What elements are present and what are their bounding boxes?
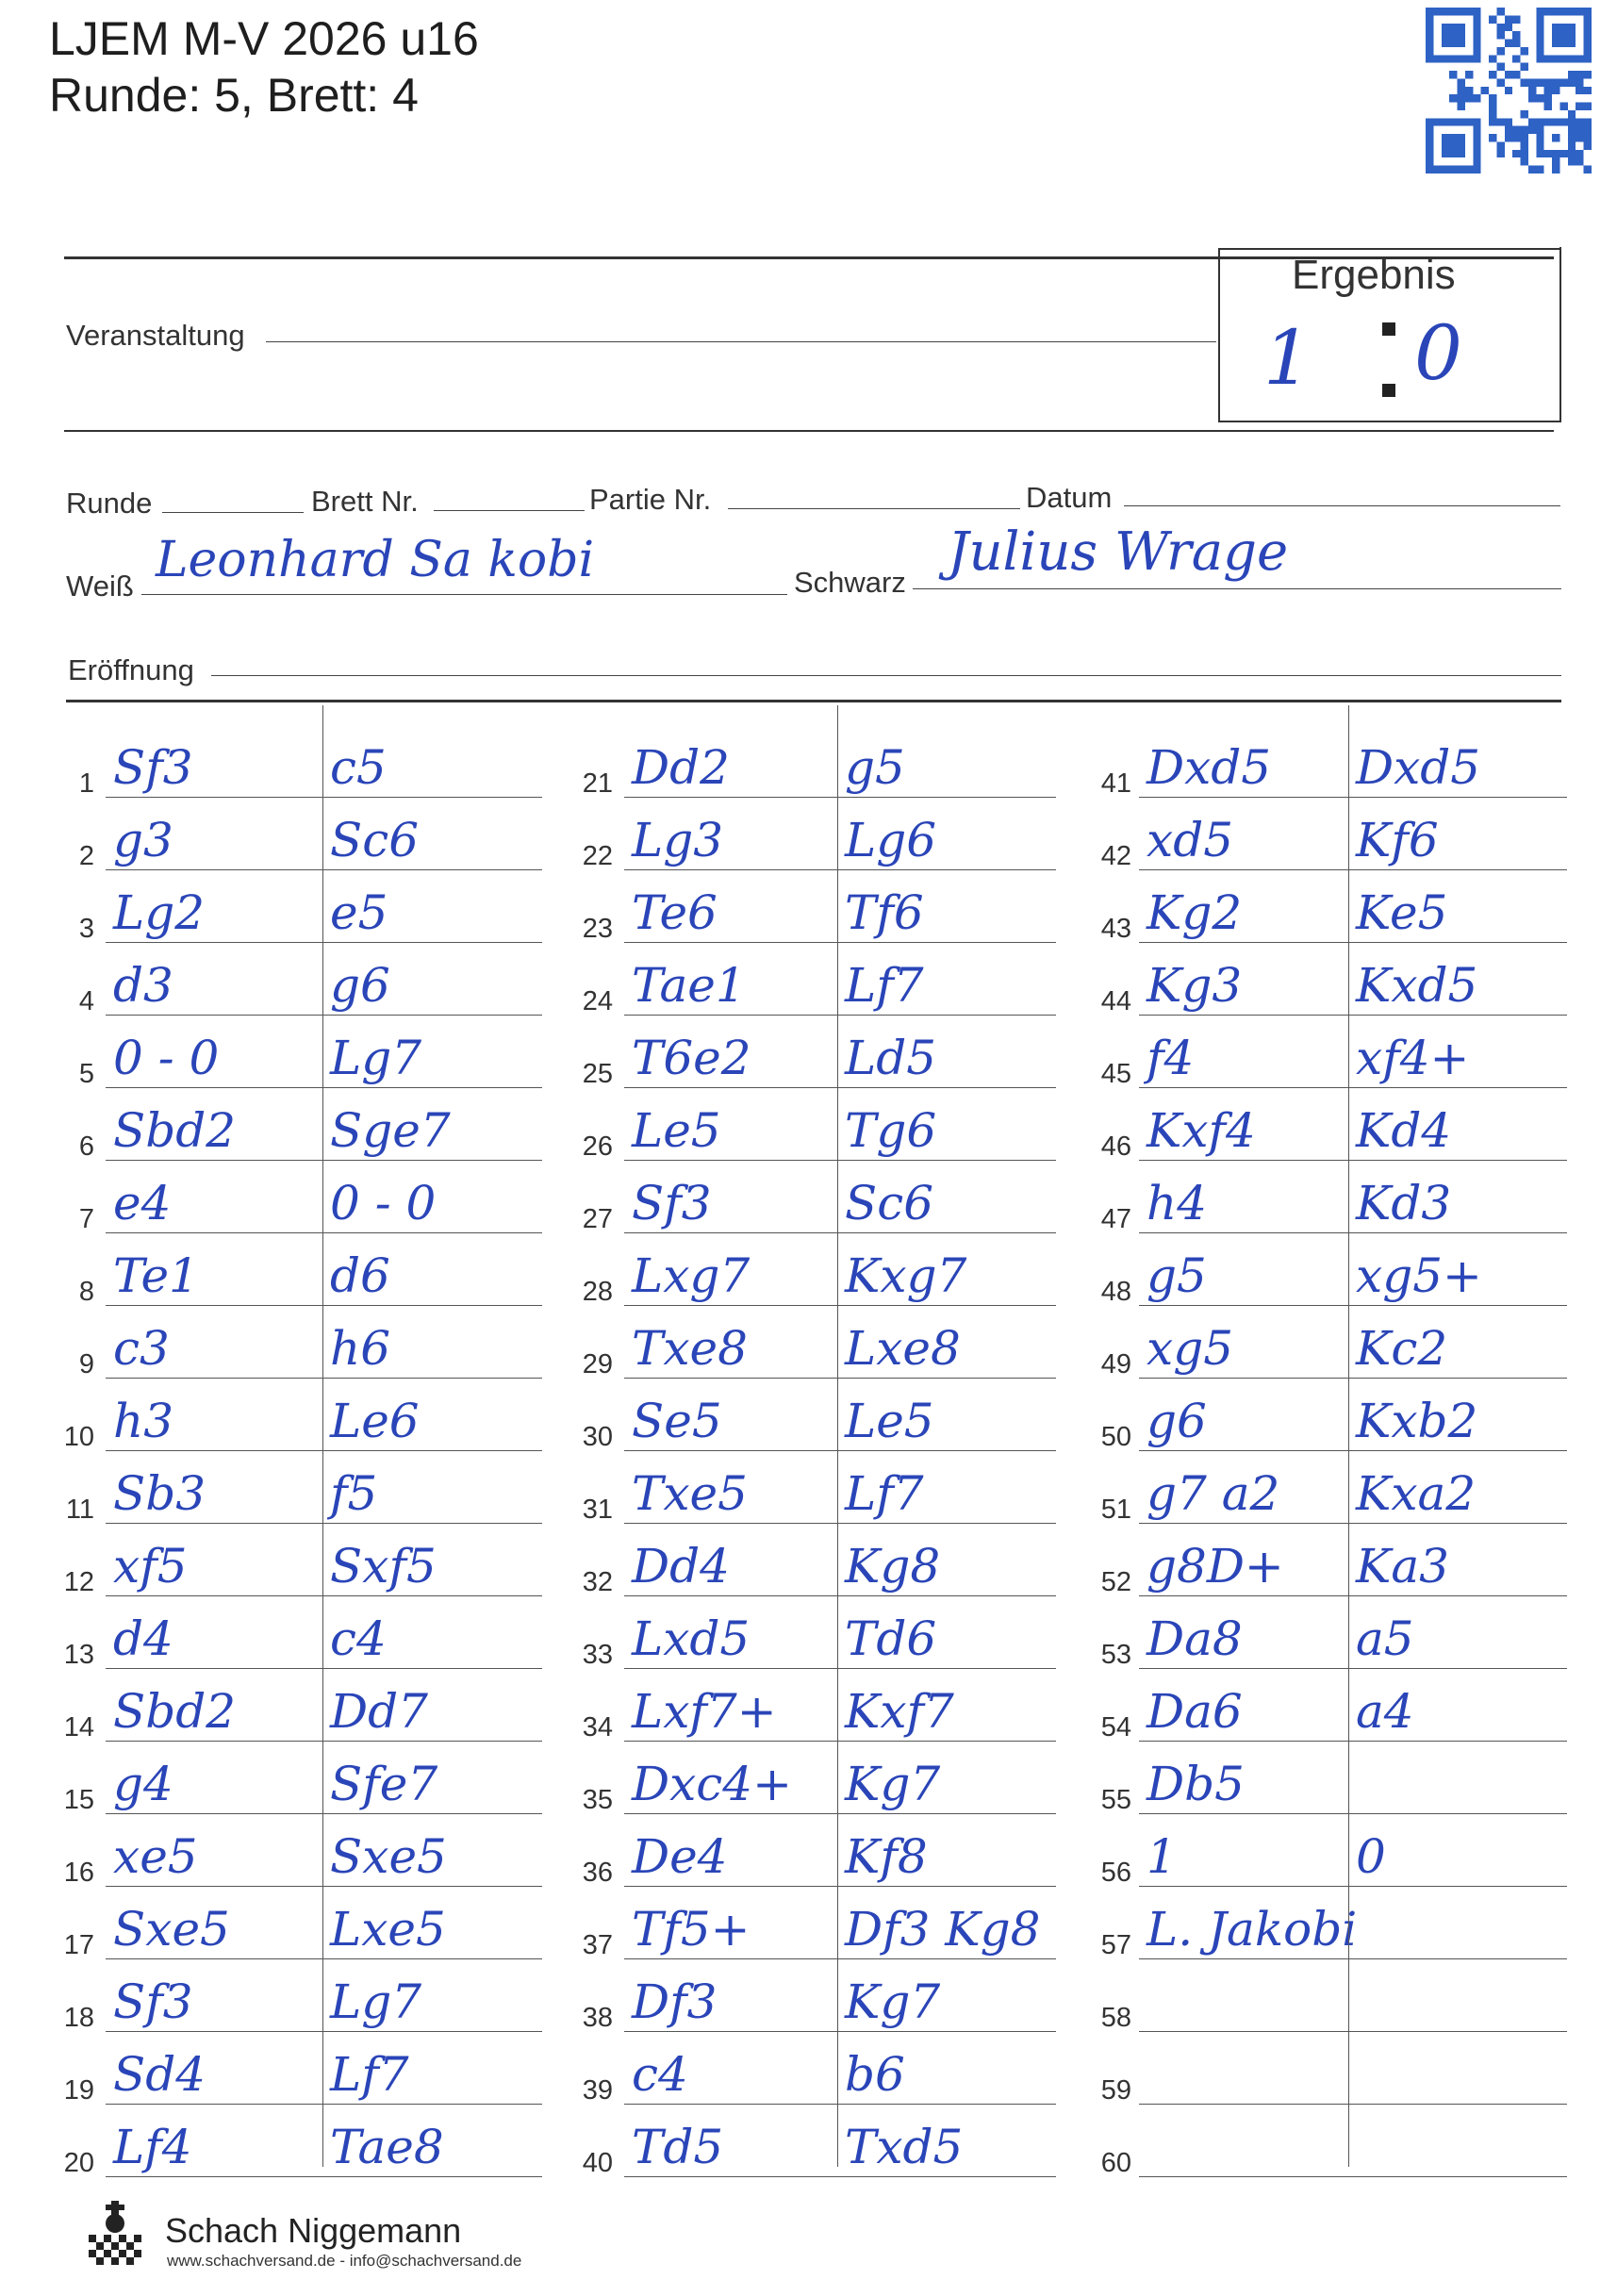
weiss-label: Weiß bbox=[66, 570, 134, 603]
move-row-line bbox=[106, 1450, 542, 1451]
move-number: 32 bbox=[582, 1567, 613, 1597]
form-bottom-rule bbox=[64, 430, 1554, 432]
black-move: e5 bbox=[330, 885, 388, 940]
move-row-line bbox=[624, 2104, 1056, 2105]
black-move: Kxb2 bbox=[1356, 1394, 1478, 1448]
brand-contact: www.schachversand.de - info@schachversand.de bbox=[167, 2252, 522, 2270]
move-row-line bbox=[106, 797, 542, 798]
move-row-line bbox=[106, 1958, 542, 1959]
black-move: xf4+ bbox=[1356, 1031, 1470, 1085]
result-box-bottom bbox=[1218, 421, 1560, 422]
move-number: 19 bbox=[63, 2075, 94, 2106]
white-move: Dxd5 bbox=[1147, 740, 1272, 795]
black-move: d6 bbox=[330, 1248, 390, 1303]
black-move: c5 bbox=[330, 740, 387, 795]
move-number: 40 bbox=[582, 2148, 613, 2178]
black-move: Lg7 bbox=[330, 1031, 422, 1085]
move-number: 1 bbox=[78, 768, 94, 799]
datum-label: Datum bbox=[1026, 481, 1113, 514]
move-number: 11 bbox=[65, 1495, 94, 1525]
white-move: g7 a2 bbox=[1147, 1466, 1280, 1521]
black-player-name: Julius Wrage bbox=[948, 521, 1289, 583]
move-number: 18 bbox=[63, 2003, 94, 2033]
white-move: Kxf4 bbox=[1147, 1103, 1256, 1158]
white-move: 0 - 0 bbox=[113, 1031, 220, 1085]
black-move: Kxg7 bbox=[845, 1248, 967, 1303]
result-box-left bbox=[1218, 250, 1220, 421]
white-move: Lxg7 bbox=[632, 1248, 751, 1303]
white-move: xf5 bbox=[113, 1539, 188, 1594]
white-move: h4 bbox=[1147, 1176, 1208, 1231]
move-row-line bbox=[624, 1595, 1056, 1596]
move-number: 20 bbox=[63, 2148, 94, 2178]
move-row-line bbox=[624, 2176, 1056, 2177]
move-number: 52 bbox=[1100, 1567, 1131, 1597]
black-move: Df3 Kg8 bbox=[845, 1902, 1041, 1957]
move-row-line bbox=[1139, 1668, 1567, 1669]
move-row-line bbox=[1139, 1523, 1567, 1524]
white-move: Sxe5 bbox=[113, 1902, 230, 1957]
move-row-line bbox=[1139, 942, 1567, 943]
black-move: Ld5 bbox=[845, 1031, 937, 1085]
event-title: LJEM M-V 2026 u16 bbox=[49, 12, 479, 65]
move-row-line bbox=[106, 1813, 542, 1814]
result-colon-bottom bbox=[1382, 384, 1395, 397]
move-row-line bbox=[1139, 1087, 1567, 1088]
white-move: Kg2 bbox=[1147, 885, 1243, 940]
veranstaltung-label: Veranstaltung bbox=[66, 319, 245, 352]
white-move: Dxc4+ bbox=[632, 1757, 792, 1811]
white-move: g8D+ bbox=[1147, 1539, 1284, 1594]
black-move: Le5 bbox=[845, 1394, 934, 1448]
move-number: 58 bbox=[1100, 2003, 1131, 2033]
black-move: h6 bbox=[330, 1321, 391, 1376]
white-move: Dd4 bbox=[632, 1539, 730, 1594]
move-number: 23 bbox=[582, 914, 613, 944]
round-board-title: Runde: 5, Brett: 4 bbox=[49, 69, 419, 122]
move-number: 59 bbox=[1100, 2075, 1131, 2106]
black-move: Ka3 bbox=[1356, 1539, 1449, 1594]
brand-name: Schach Niggemann bbox=[165, 2211, 462, 2250]
black-move: Tg6 bbox=[845, 1103, 937, 1158]
move-row-line bbox=[106, 942, 542, 943]
black-move: Kf8 bbox=[845, 1829, 928, 1884]
black-move: Td6 bbox=[845, 1611, 937, 1666]
move-row-line bbox=[1139, 1450, 1567, 1451]
move-number: 2 bbox=[78, 841, 94, 871]
black-move: Txd5 bbox=[845, 2120, 964, 2174]
black-move: c4 bbox=[330, 1611, 387, 1666]
move-row-line bbox=[106, 2176, 542, 2177]
move-row-line bbox=[1139, 1958, 1567, 1959]
white-move: Lg3 bbox=[632, 813, 724, 867]
partie-label: Partie Nr. bbox=[589, 483, 712, 516]
move-number: 15 bbox=[63, 1785, 94, 1815]
white-move: Se5 bbox=[632, 1394, 722, 1448]
move-number: 55 bbox=[1100, 1785, 1131, 1815]
black-move: Sxe5 bbox=[330, 1829, 447, 1884]
white-move: c3 bbox=[113, 1321, 170, 1376]
white-move: Lxf7+ bbox=[632, 1684, 777, 1739]
move-row-line bbox=[1139, 2104, 1567, 2105]
runde-line bbox=[162, 512, 304, 513]
black-move: Lf7 bbox=[845, 958, 924, 1013]
black-move: g6 bbox=[330, 958, 390, 1013]
move-number: 44 bbox=[1100, 986, 1131, 1016]
move-number: 36 bbox=[582, 1858, 613, 1888]
black-move: Kg8 bbox=[845, 1539, 941, 1594]
move-number: 46 bbox=[1100, 1131, 1131, 1162]
black-move: b6 bbox=[845, 2047, 905, 2102]
white-move: Le5 bbox=[632, 1103, 721, 1158]
move-row-line bbox=[624, 1813, 1056, 1814]
white-move: Sbd2 bbox=[113, 1103, 237, 1158]
move-row-line bbox=[106, 1305, 542, 1306]
move-number: 53 bbox=[1100, 1640, 1131, 1670]
move-number: 34 bbox=[582, 1712, 613, 1743]
white-move: Sf3 bbox=[113, 1974, 193, 2029]
move-number: 54 bbox=[1100, 1712, 1131, 1743]
move-number: 12 bbox=[63, 1567, 94, 1597]
weiss-line bbox=[141, 594, 787, 595]
move-row-line bbox=[106, 1523, 542, 1524]
move-number: 29 bbox=[582, 1349, 613, 1379]
white-move: d4 bbox=[113, 1611, 173, 1666]
move-number: 31 bbox=[582, 1495, 613, 1525]
black-move: Kxd5 bbox=[1356, 958, 1478, 1013]
move-row-line bbox=[624, 1087, 1056, 1088]
white-move: Sbd2 bbox=[113, 1684, 237, 1739]
white-move: De4 bbox=[632, 1829, 728, 1884]
eroeffnung-line bbox=[211, 675, 1561, 676]
move-number: 56 bbox=[1100, 1858, 1131, 1888]
white-move: g6 bbox=[1147, 1394, 1207, 1448]
white-move: e4 bbox=[113, 1176, 172, 1231]
move-row-line bbox=[1139, 1232, 1567, 1233]
black-move: Sfe7 bbox=[330, 1757, 438, 1811]
move-number: 3 bbox=[78, 914, 94, 944]
move-number: 49 bbox=[1100, 1349, 1131, 1379]
white-move: Lxd5 bbox=[632, 1611, 751, 1666]
move-number: 50 bbox=[1100, 1422, 1131, 1452]
black-move: Lg7 bbox=[330, 1974, 422, 2029]
black-move: Dxd5 bbox=[1356, 740, 1481, 795]
move-row-line bbox=[1139, 1305, 1567, 1306]
move-number: 27 bbox=[582, 1204, 613, 1234]
white-move: c4 bbox=[632, 2047, 688, 2102]
datum-line bbox=[1124, 505, 1560, 506]
move-row-line bbox=[1139, 797, 1567, 798]
move-row-line bbox=[106, 1160, 542, 1161]
move-row-line bbox=[1139, 1160, 1567, 1161]
black-move: Kd3 bbox=[1356, 1176, 1452, 1231]
white-move: Df3 bbox=[632, 1974, 718, 2029]
chess-king-logo-icon bbox=[77, 2197, 153, 2272]
move-number: 25 bbox=[582, 1059, 613, 1089]
move-number: 28 bbox=[582, 1277, 613, 1307]
move-number: 39 bbox=[582, 2075, 613, 2106]
move-number: 60 bbox=[1100, 2148, 1131, 2178]
move-row-line bbox=[106, 2104, 542, 2105]
move-number: 42 bbox=[1100, 841, 1131, 871]
black-move: Kg7 bbox=[845, 1757, 941, 1811]
white-move: Txe5 bbox=[632, 1466, 748, 1521]
white-move: xg5 bbox=[1147, 1321, 1234, 1376]
black-move: Dd7 bbox=[330, 1684, 428, 1739]
black-move: xg5+ bbox=[1356, 1248, 1482, 1303]
ergebnis-label: Ergebnis bbox=[1292, 252, 1456, 298]
move-row-line bbox=[106, 1668, 542, 1669]
partie-line bbox=[728, 508, 1020, 509]
black-move: 0 bbox=[1356, 1829, 1386, 1884]
move-row-line bbox=[1139, 1595, 1567, 1596]
black-move: Lxe5 bbox=[330, 1902, 446, 1957]
black-move: a4 bbox=[1356, 1684, 1414, 1739]
white-move: Sb3 bbox=[113, 1466, 206, 1521]
move-row-line bbox=[624, 869, 1056, 870]
white-move: Kg3 bbox=[1147, 958, 1243, 1013]
move-number: 21 bbox=[582, 768, 613, 799]
move-row-line bbox=[624, 2031, 1056, 2032]
move-row-line bbox=[106, 1015, 542, 1016]
move-row-line bbox=[624, 797, 1056, 798]
move-row-line bbox=[624, 1015, 1056, 1016]
white-move: xd5 bbox=[1147, 813, 1234, 867]
result-black: 0 bbox=[1414, 309, 1462, 397]
move-row-line bbox=[106, 1595, 542, 1596]
move-row-line bbox=[1139, 1741, 1567, 1742]
move-number: 4 bbox=[78, 986, 94, 1016]
white-move: g5 bbox=[1147, 1248, 1207, 1303]
scoresheet-top-rule bbox=[66, 700, 1561, 702]
white-move: Lg2 bbox=[113, 885, 206, 940]
move-row-line bbox=[624, 942, 1056, 943]
white-move: Da6 bbox=[1147, 1684, 1243, 1739]
brett-line bbox=[434, 510, 585, 511]
move-number: 22 bbox=[582, 841, 613, 871]
black-move: Kd4 bbox=[1356, 1103, 1452, 1158]
move-number: 47 bbox=[1100, 1204, 1131, 1234]
move-number: 51 bbox=[1100, 1495, 1131, 1525]
white-move: Db5 bbox=[1147, 1757, 1245, 1811]
move-number: 37 bbox=[582, 1930, 613, 1960]
white-move: Txe8 bbox=[632, 1321, 748, 1376]
move-row-line bbox=[1139, 869, 1567, 870]
black-move: Kc2 bbox=[1356, 1321, 1448, 1376]
white-move: f4 bbox=[1147, 1031, 1195, 1085]
result-colon-top bbox=[1382, 322, 1395, 336]
black-move: Lf7 bbox=[330, 2047, 409, 2102]
runde-label: Runde bbox=[66, 487, 153, 520]
move-number: 41 bbox=[1100, 768, 1131, 799]
black-move: Kxf7 bbox=[845, 1684, 954, 1739]
move-number: 30 bbox=[582, 1422, 613, 1452]
move-row-line bbox=[624, 1958, 1056, 1959]
black-move: Lf7 bbox=[845, 1466, 924, 1521]
white-player-name: Leonhard Sa kobi bbox=[156, 532, 595, 588]
black-move: Tf6 bbox=[845, 885, 924, 940]
black-move: Kxa2 bbox=[1356, 1466, 1477, 1521]
qr-code-icon bbox=[1424, 8, 1593, 173]
move-number: 35 bbox=[582, 1785, 613, 1815]
move-row-line bbox=[624, 1160, 1056, 1161]
black-move: Sxf5 bbox=[330, 1539, 437, 1594]
move-row-line bbox=[624, 1378, 1056, 1379]
white-move: xe5 bbox=[113, 1829, 198, 1884]
white-move: Te1 bbox=[113, 1248, 199, 1303]
black-move: Sc6 bbox=[330, 813, 420, 867]
result-box-right bbox=[1559, 247, 1561, 422]
white-move: Lf4 bbox=[113, 2120, 192, 2174]
black-move: Lg6 bbox=[845, 813, 937, 867]
black-move: Sc6 bbox=[845, 1176, 934, 1231]
move-row-line bbox=[1139, 2176, 1567, 2177]
black-move: Kg7 bbox=[845, 1974, 941, 2029]
move-number: 8 bbox=[78, 1277, 94, 1307]
white-move: T6e2 bbox=[632, 1031, 751, 1085]
white-move: Tae1 bbox=[632, 958, 746, 1013]
veranstaltung-line bbox=[266, 341, 1216, 342]
move-row-line bbox=[1139, 1813, 1567, 1814]
white-move: Sd4 bbox=[113, 2047, 206, 2102]
move-number: 6 bbox=[78, 1131, 94, 1162]
schwarz-line bbox=[913, 588, 1561, 589]
eroeffnung-label: Eröffnung bbox=[68, 653, 194, 686]
white-move: Sf3 bbox=[113, 740, 193, 795]
move-number: 9 bbox=[78, 1349, 94, 1379]
black-move: Le6 bbox=[330, 1394, 420, 1448]
black-move: a5 bbox=[1356, 1611, 1414, 1666]
move-row-line bbox=[106, 1741, 542, 1742]
move-row-line bbox=[624, 1523, 1056, 1524]
move-row-line bbox=[106, 869, 542, 870]
move-number: 45 bbox=[1100, 1059, 1131, 1089]
move-row-line bbox=[1139, 1378, 1567, 1379]
move-number: 7 bbox=[78, 1204, 94, 1234]
move-row-line bbox=[106, 1087, 542, 1088]
black-move: g5 bbox=[845, 740, 905, 795]
white-move: Te6 bbox=[632, 885, 718, 940]
white-move: Td5 bbox=[632, 2120, 724, 2174]
move-row-line bbox=[624, 1305, 1056, 1306]
result-white: 1 bbox=[1263, 314, 1312, 402]
move-number: 5 bbox=[78, 1059, 94, 1089]
move-row-line bbox=[106, 1378, 542, 1379]
white-move: Dd2 bbox=[632, 740, 730, 795]
move-row-line bbox=[624, 1741, 1056, 1742]
white-move: Da8 bbox=[1147, 1611, 1243, 1666]
white-move: L. Jakobi bbox=[1147, 1902, 1358, 1957]
black-move: Tae8 bbox=[330, 2120, 444, 2174]
move-number: 16 bbox=[63, 1858, 94, 1888]
move-row-line bbox=[1139, 1886, 1567, 1887]
move-row-line bbox=[624, 1668, 1056, 1669]
black-move: f5 bbox=[330, 1466, 378, 1521]
move-row-line bbox=[624, 1450, 1056, 1451]
move-row-line bbox=[106, 1886, 542, 1887]
white-move: h3 bbox=[113, 1394, 174, 1448]
move-number: 33 bbox=[582, 1640, 613, 1670]
column-separator bbox=[837, 705, 838, 2167]
white-move: Sf3 bbox=[632, 1176, 712, 1231]
result-box-top bbox=[1218, 248, 1560, 250]
move-row-line bbox=[1139, 2031, 1567, 2032]
white-move: Tf5+ bbox=[632, 1902, 751, 1957]
move-number: 38 bbox=[582, 2003, 613, 2033]
move-number: 10 bbox=[63, 1422, 94, 1452]
move-number: 43 bbox=[1100, 914, 1131, 944]
white-move: g3 bbox=[113, 813, 173, 867]
move-number: 13 bbox=[63, 1640, 94, 1670]
move-number: 48 bbox=[1100, 1277, 1131, 1307]
move-number: 57 bbox=[1100, 1930, 1131, 1960]
black-move: Lxe8 bbox=[845, 1321, 961, 1376]
white-move: 1 bbox=[1147, 1829, 1177, 1884]
black-move: Sge7 bbox=[330, 1103, 451, 1158]
move-row-line bbox=[624, 1886, 1056, 1887]
black-move: 0 - 0 bbox=[330, 1176, 437, 1231]
white-move: g4 bbox=[113, 1757, 173, 1811]
column-separator bbox=[1348, 705, 1349, 2167]
column-separator bbox=[322, 705, 323, 2167]
white-move: d3 bbox=[113, 958, 173, 1013]
schwarz-label: Schwarz bbox=[794, 566, 906, 599]
move-row-line bbox=[624, 1232, 1056, 1233]
move-row-line bbox=[106, 1232, 542, 1233]
move-number: 24 bbox=[582, 986, 613, 1016]
move-number: 17 bbox=[63, 1930, 94, 1960]
black-move: Ke5 bbox=[1356, 885, 1448, 940]
move-number: 14 bbox=[63, 1712, 94, 1743]
move-number: 26 bbox=[582, 1131, 613, 1162]
move-row-line bbox=[1139, 1015, 1567, 1016]
move-row-line bbox=[106, 2031, 542, 2032]
brett-label: Brett Nr. bbox=[311, 485, 419, 518]
black-move: Kf6 bbox=[1356, 813, 1439, 867]
